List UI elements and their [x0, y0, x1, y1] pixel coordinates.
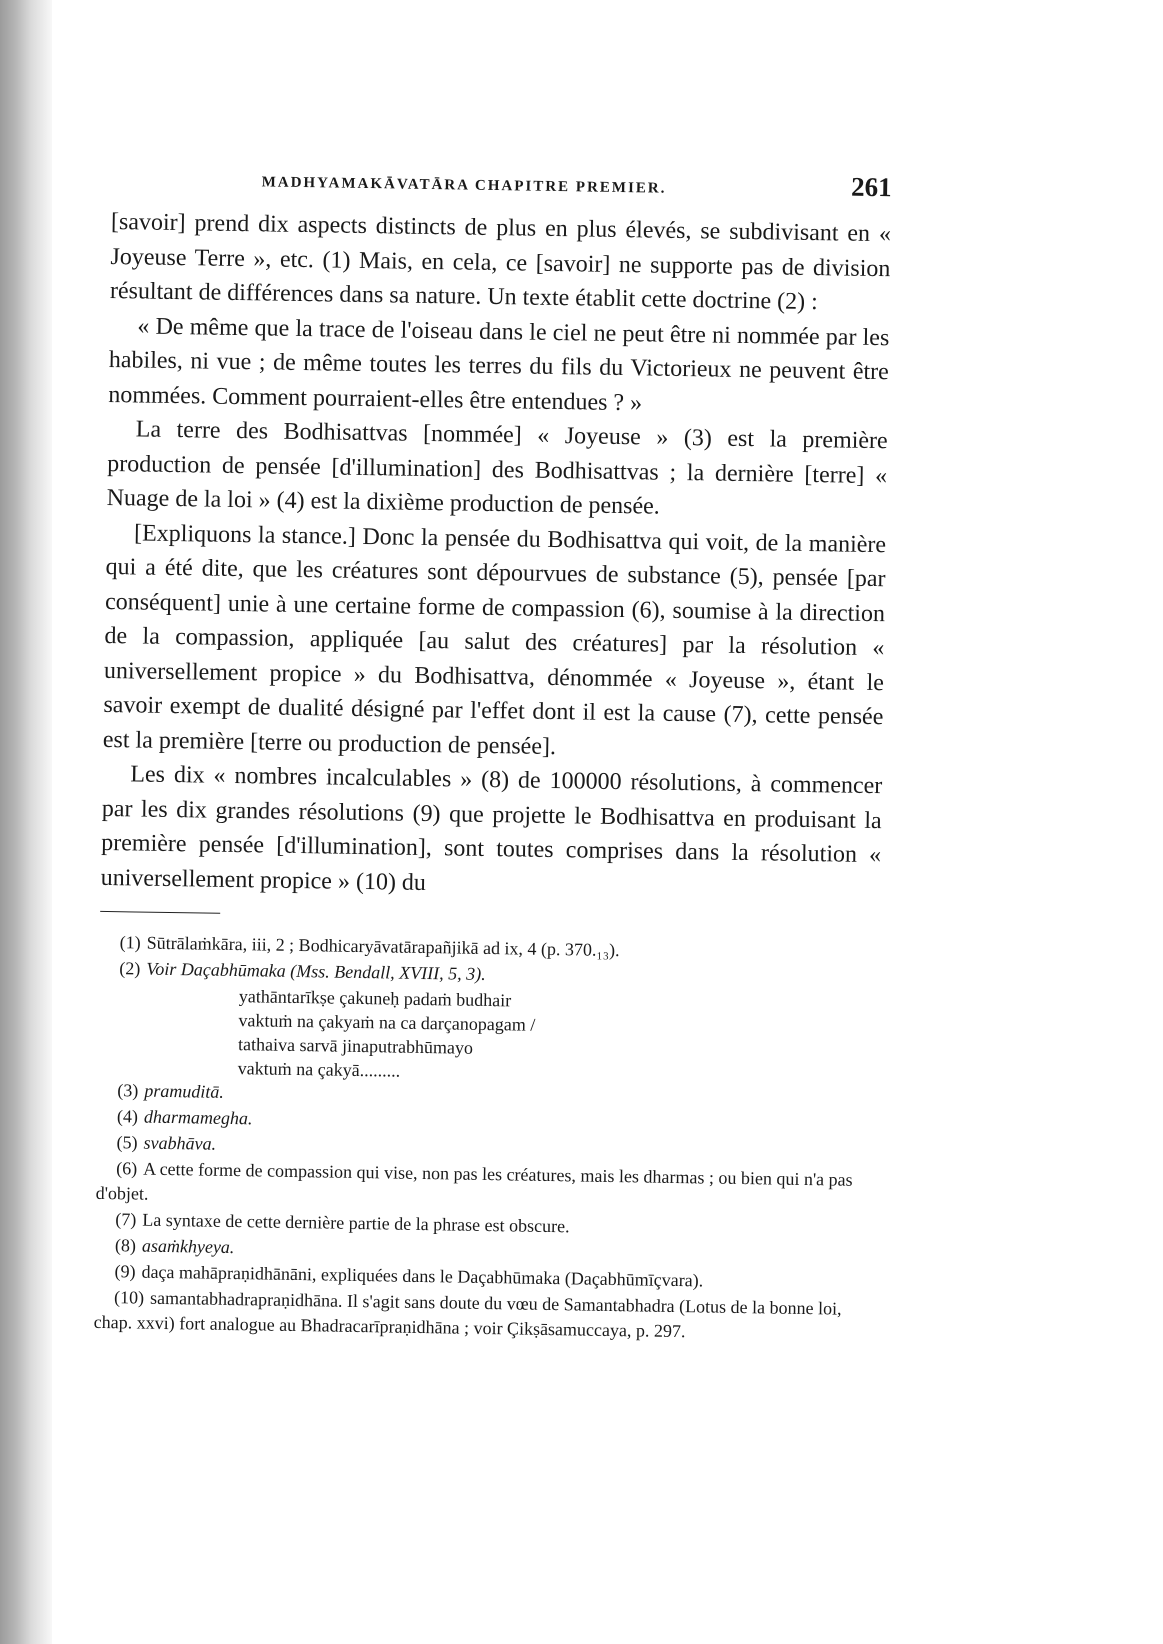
footnotes — [94, 930, 880, 1347]
footnote-number: (4) — [116, 1106, 139, 1127]
footnote-number: (7) — [115, 1209, 137, 1230]
footnote-text: samantabhadrapraṇidhāna. Il s'agit sans doute du vœu de Samantabhadra (Lotus de la bonne loi, chap. xxvi) fort analogue au Bhadracarīpraṇidhāna ; voir Çikṣāsamuccaya, p. 297. — [93, 1287, 842, 1342]
paragraph-2-quotation: « De même que la trace de l'oiseau dans le ciel ne peut être ni nommée par les habiles, ni vue ; de même toutes les terres du fils du Victorieux ne peuvent être nommées. Comment pourraient-elles être entendues ? » — [108, 312, 890, 416]
footnote-text: pramuditā. — [144, 1080, 225, 1102]
verse-line-4: vaktuṁ na çakyā......... — [237, 1058, 401, 1081]
footnote-divider — [100, 911, 220, 914]
paragraph-1: [savoir] prend dix aspects distincts de plus en plus élevés, se subdivisant en « Joyeuse Terre », etc. (1) Mais, en cela, ce [savoir] ne supporte pas de division résultant de différences dans sa nature. Un texte établit cette doctrine (2) : — [109, 208, 892, 316]
footnote-number: (2) — [119, 958, 141, 979]
page-header — [261, 162, 891, 203]
page-content — [94, 160, 892, 1348]
footnote-text: daça mahāpraṇidhānāni, expliquées dans le Daçabhūmaka (Daçabhūmīçvara). — [141, 1261, 704, 1291]
footnote-text: asaṁkhyeya. — [141, 1235, 235, 1258]
page-number: 261 — [850, 171, 892, 203]
paragraph-5: Les dix « nombres incalculables » (8) de 100000 résolutions, à commencer par les dix grandes résolutions (9) que projette le Bodhisattva en produisant la première pensée [d'illumination], sont toutes comprises dans la résolution « universellement propice » (10) du — [100, 761, 883, 896]
footnote-number: (8) — [114, 1235, 137, 1256]
verse-line-2: vaktuṁ na çakyaṁ na ca darçanopagam / — [238, 1010, 536, 1035]
main-text — [100, 205, 891, 907]
footnote-number: (10) — [113, 1287, 145, 1308]
paragraph-3: La terre des Bodhisattvas [nommée] « Joyeuse » (3) est la première production de pensée [d'illumination] des Bodhisattvas ; la dernière [terre] « Nuage de la loi » (4) est la dixième production de pensée. — [106, 416, 888, 520]
footnote-text: A cette forme de compassion qui vise, non pas les créatures, mais les dharmas ; ou bien qui n'a pas d'objet. — [95, 1158, 853, 1204]
book-binding-shadow — [0, 0, 52, 1644]
footnote-text: Voir Daçabhūmaka (Mss. Bendall, XVIII, 5, 3). — [146, 958, 486, 984]
verse-line-1: yathāntarīkṣe çakuneḥ padaṁ budhair — [238, 986, 512, 1011]
footnote-number: (1) — [119, 932, 141, 953]
footnote-number: (5) — [116, 1132, 138, 1153]
footnote-text: svabhāva. — [143, 1132, 217, 1154]
verse-line-3: tathaiva sarvā jinaputrabhūmayo — [237, 1034, 474, 1058]
paragraph-4: [Expliquons la stance.] Donc la pensée du Bodhisattva qui voit, de la manière qui a été dite, que les créatures sont dépourvues de substance (5), pensée [par conséquent] unie à une certaine forme de compassion (6), soumise à la direction de la compassion, appliquée [au salut des créatures] par la résolution « universellement propice » du Bodhisattva, dénommée « Joyeuse », étant le savoir exempt de dualité désigné par l'effet dont il est la cause (7), cette pensée est la première [terre ou production de pensée]. — [102, 519, 887, 760]
sanskrit-verse — [238, 984, 879, 1090]
footnote-number: (9) — [114, 1261, 136, 1282]
footnote-text: Sūtrālaṁkāra, iii, 2 ; Bodhicaryāvatārapañjikā ad ix, 4 (p. 370.₁₃). — [146, 932, 620, 961]
footnote-number: (3) — [117, 1080, 139, 1101]
running-title: MADHYAMAKĀVATĀRA CHAPITRE PREMIER. — [261, 174, 667, 197]
footnote-text: La syntaxe de cette dernière partie de la phrase est obscure. — [142, 1209, 570, 1237]
footnote-text: dharmamegha. — [143, 1106, 253, 1129]
footnote-number: (6) — [116, 1158, 138, 1179]
